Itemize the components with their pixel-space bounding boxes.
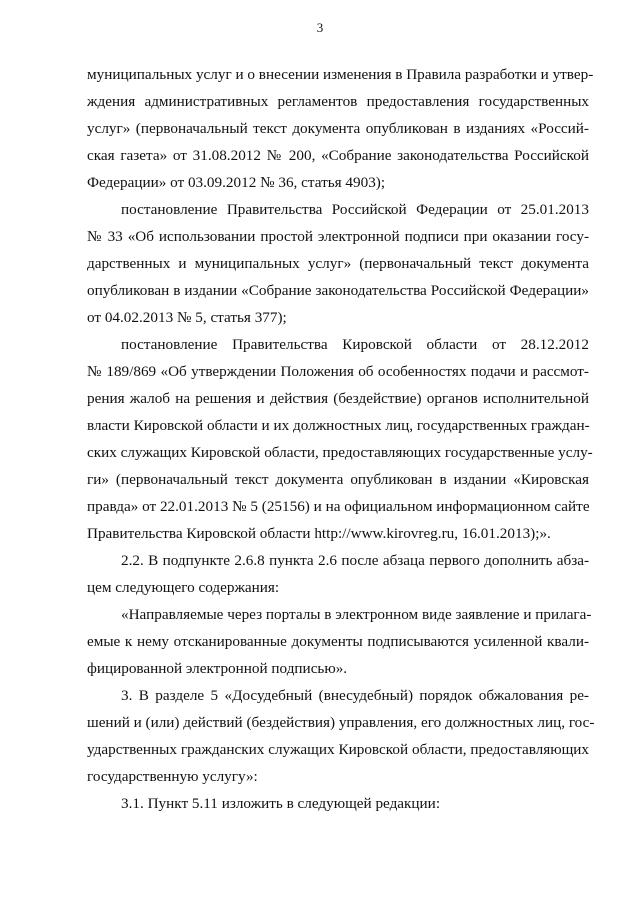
text-line: ударственных гражданских служащих Кировской области, предоставляющих [87,741,589,758]
text-line: емые к нему отсканированные документы подписываются усиленной квали- [87,633,589,650]
text-line: постановление Правительства Российской Федерации от 25.01.2013 [121,201,589,218]
text-line: рения жалоб на решения и действия (бездействие) органов исполнительной [87,390,589,407]
text-line: «Направляемые через порталы в электронном виде заявление и прилага- [121,606,592,623]
text-line: муниципальных услуг и о внесении изменения в Правила разработки и утвер- [87,66,594,83]
text-line: 3. В разделе 5 «Досудебный (внесудебный) порядок обжалования ре- [121,687,589,704]
text-line: от 04.02.2013 № 5, статья 377); [87,309,287,326]
text-line: услуг» (первоначальный текст документа опубликован в изданиях «Россий- [87,120,589,137]
text-line: власти Кировской области и их должностных лиц, государственных граждан- [87,417,590,434]
text-line: ждения административных регламентов предоставления государственных [87,93,589,110]
text-line: правда» от 22.01.2013 № 5 (25156) и на официальном информационном сайте [87,498,590,515]
text-line: 2.2. В подпункте 2.6.8 пункта 2.6 после абзаца первого дополнить абза- [121,552,589,569]
text-line: дарственных и муниципальных услуг» (первоначальный текст документа [87,255,589,272]
text-line: ская газета» от 31.08.2012 № 200, «Собрание законодательства Российской [87,147,589,164]
text-line: 3.1. Пункт 5.11 изложить в следующей редакции: [121,795,441,812]
text-line: постановление Правительства Кировской области от 28.12.2012 [121,336,589,353]
text-line: опубликован в издании «Собрание законодательства Российской Федерации» [87,282,589,299]
text-line: Правительства Кировской области http://www.kirovreg.ru, 16.01.2013);». [87,525,551,542]
page-number: 3 [316,20,324,35]
text-line: государственную услугу»: [87,768,258,785]
text-line: фицированной электронной подписью». [87,660,348,677]
text-line: ги» (первоначальный текст документа опубликован в издании «Кировская [87,471,589,488]
text-line: шений и (или) действий (бездействия) управления, его должностных лиц, гос- [87,714,595,731]
text-line: цем следующего содержания: [87,579,280,596]
text-line: № 33 «Об использовании простой электронной подписи при оказании госу- [87,228,589,245]
text-line: ских служащих Кировской области, предоставляющих государственные услу- [87,444,593,461]
text-line: № 189/869 «Об утверждении Положения об особенностях подачи и рассмот- [87,363,589,380]
text-line: Федерации» от 03.09.2012 № 36, статья 4903); [87,174,386,191]
